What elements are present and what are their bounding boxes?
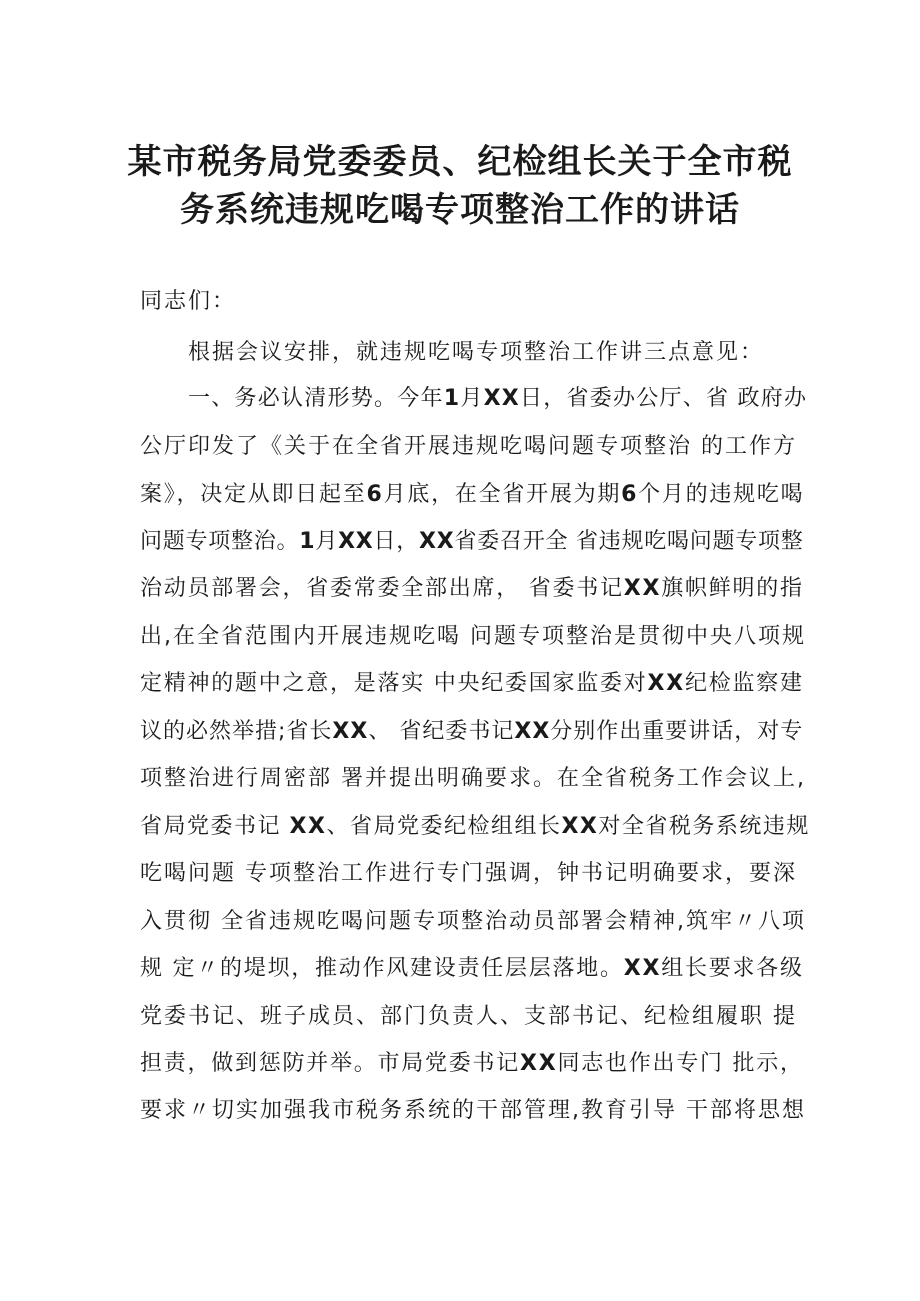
paragraph-line: 吃喝问题 专项整治工作进行专门强调，钟书记明确要求，要深 [140, 861, 797, 886]
paragraph-line: 定精神的题中之意，是落实 中央纪委国家监委对XX纪检监察建 [140, 671, 804, 696]
paragraph-line: 治动员部署会，省委常委全部出席， 省委书记XX旗帜鲜明的指 [140, 576, 804, 601]
paragraph-line: 公厅印发了《关于在全省开展违规吃喝问题专项整治 的工作方 [140, 434, 797, 459]
paragraph-line: 党委书记、班子成员、部门负责人、支部书记、纪检组履职 提 [140, 1004, 797, 1029]
paragraph-line: 出,在全省范围内开展违规吃喝 问题专项整治是贯彻中央八项规 [140, 624, 806, 649]
paragraph-line: 省局党委书记 XX、省局党委纪检组组长XX对全省税务系统违规 [140, 814, 810, 839]
paragraph-line: 问题专项整治。1月XX日，XX省委召开全 省违规吃喝问题专项整 [140, 529, 804, 554]
paragraph-line: 规 定〃的堤坝，推动作风建设责任层层落地。XX组长要求各级 [140, 956, 804, 981]
paragraph-line: 项整治进行周密部 署并提出明确要求。在全省税务工作会议上, [140, 766, 806, 791]
paragraph-line: 要求〃切实加强我市税务系统的干部管理,教育引导 干部将思想 [140, 1098, 806, 1123]
salutation: 同志们： [140, 289, 237, 314]
paragraph-line: 入贯彻 全省违规吃喝问题专项整治动员部署会精神,筑牢〃八项 [140, 909, 806, 934]
paragraph-line: 一、务必认清形势。今年1月XX日，省委办公厅、省 政府办 [188, 386, 808, 411]
paragraph-line: 案》，决定从即日起至6月底，在全省开展为期6个月的违规吃喝 [140, 482, 805, 507]
document-title-line-2: 务系统违规吃喝专项整治工作的讲话 [180, 190, 740, 230]
document-title-line-1: 某市税务局党委委员、纪检组长关于全市税 [127, 142, 793, 182]
paragraph-line: 根据会议安排，就违规吃喝专项整治工作讲三点意见： [188, 340, 765, 365]
paragraph-line: 议的必然举措;省长XX、 省纪委书记XX分别作出重要讲话，对专 [140, 719, 804, 744]
paragraph-line: 担责，做到惩防并举。市局党委书记XX同志也作出专门 批示， [140, 1051, 804, 1076]
